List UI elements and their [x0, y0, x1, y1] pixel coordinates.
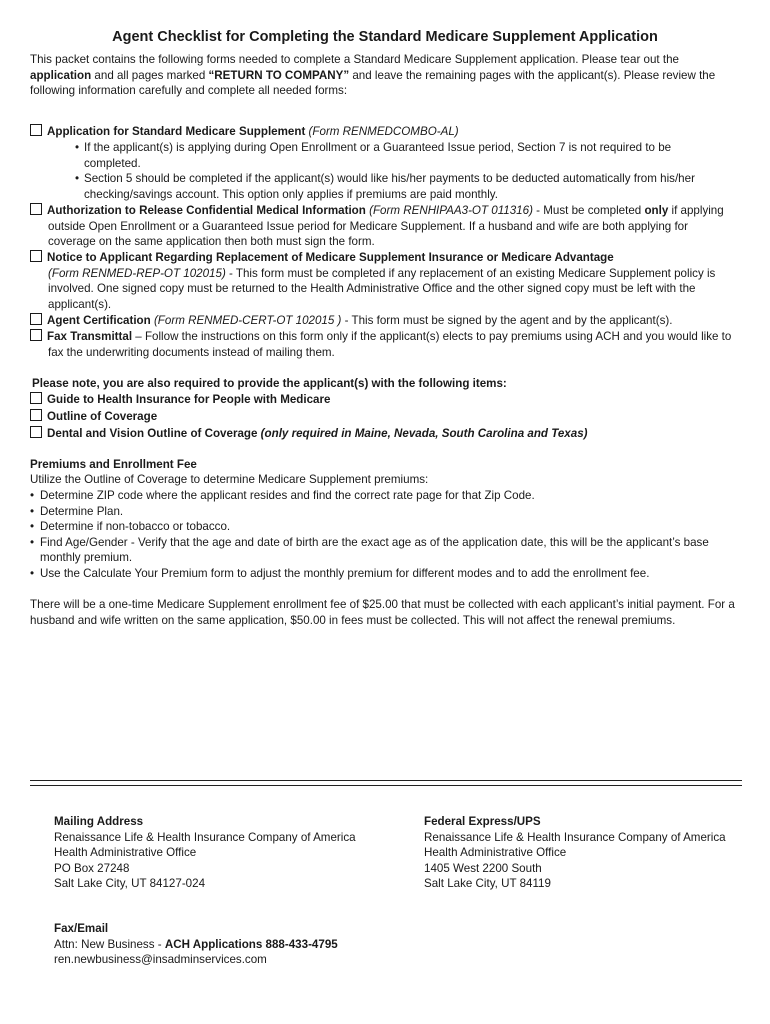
fedex-ups-heading: Federal Express/UPS [424, 815, 541, 828]
checkbox-fax-transmittal[interactable] [30, 329, 42, 341]
also-item-outline: Outline of Coverage [30, 409, 730, 425]
checkbox-guide[interactable] [30, 392, 42, 404]
list-item: • Use the Calculate Your Premium form to adjust the monthly premium for different modes and to add the enrollment fee. [30, 566, 650, 580]
page-title: Agent Checklist for Completing the Standard Medicare Supplement Application [112, 29, 658, 45]
address-line: Health Administrative Office [424, 846, 567, 860]
premiums-bullets [30, 488, 730, 582]
list-item: • Determine if non-tobacco or tobacco. [30, 520, 231, 534]
list-item: • If the applicant(s) is applying during Open Enrollment or a Guaranteed Issue period, Section 7 is not required to be completed. [75, 141, 672, 170]
fax-email-heading: Fax/Email [54, 922, 109, 935]
list-item: • Determine ZIP code where the applicant resides and find the correct rate page for that Zip Code. [30, 489, 535, 502]
mailing-address-block [54, 814, 394, 892]
checkbox-application[interactable] [30, 124, 42, 136]
premiums-lead: Utilize the Outline of Coverage to determine Medicare Supplement premiums: [30, 473, 429, 486]
checklist-item-notice: Notice to Applicant Regarding Replacement of Medicare Supplement Insurance or Medicare Advantage (Form RENMED-REP-OT 102015) - This form must be completed if any replacement of an existing Medicare Supplement policy is involved. One signed copy must be returned to the Health Administrative Office and the other signed copy must be left with the applicant(s). [30, 250, 720, 312]
list-item: • Determine Plan. [30, 504, 124, 518]
address-line: 1405 West 2200 South [424, 861, 542, 875]
address-line: Salt Lake City, UT 84127-024 [54, 877, 206, 891]
also-required-heading: Please note, you are also required to provide the applicant(s) with the following items: [32, 377, 507, 390]
fax-line: Attn: New Business - ACH Applications 888-433-4795 [54, 937, 338, 951]
also-item-dental-vision: Dental and Vision Outline of Coverage (only required in Maine, Nevada, South Carolina and Texas) [30, 426, 730, 442]
address-line: Salt Lake City, UT 84119 [424, 877, 551, 891]
address-line: Health Administrative Office [54, 846, 197, 860]
checklist-item-fax-transmittal: Fax Transmittal – Follow the instructions on this form only if the applicant(s) elects to pay premiums using ACH and you would like to fax the underwriting documents instead of mailing them. [30, 329, 740, 360]
address-line: Renaissance Life & Health Insurance Company of America [54, 830, 356, 844]
divider [30, 780, 742, 781]
mailing-address-heading: Mailing Address [54, 815, 144, 828]
fax-email-block [54, 921, 454, 968]
premiums-heading: Premiums and Enrollment Fee [30, 458, 197, 471]
email-link[interactable]: ren.newbusiness@insadminservices.com [54, 953, 267, 967]
intro-paragraph: This packet contains the following forms needed to complete a Standard Medicare Supplement application. Please tear out the application and all pages marked “RETURN TO COMPANY” and leave the remaining pages with the applicant(s). Please review the following information carefully and complete all needed forms: [30, 53, 716, 98]
fedex-ups-block [424, 814, 754, 892]
checkbox-agent-certification[interactable] [30, 313, 42, 325]
checklist-item-agent-certification: Agent Certification (Form RENMED-CERT-OT 102015 ) - This form must be signed by the agent and by the applicant(s). [30, 313, 736, 329]
address-line: PO Box 27248 [54, 861, 130, 875]
checkbox-outline[interactable] [30, 409, 42, 421]
checkbox-dental-vision[interactable] [30, 426, 42, 438]
also-item-guide: Guide to Health Insurance for People with Medicare [30, 392, 730, 408]
list-item: • Section 5 should be completed if the applicant(s) would like his/her payments to be deducted automatically from his/her checking/savings account. This option only applies if premiums are paid monthly. [75, 172, 695, 201]
address-line: Renaissance Life & Health Insurance Company of America [424, 830, 726, 844]
application-bullets [0, 140, 710, 202]
enrollment-fee-paragraph: There will be a one-time Medicare Supplement enrollment fee of $25.00 that must be collected with each applicant’s initial payment. For a husband and wife written on the same application, $50.00 in fees must be collected. This will not affect the renewal premiums. [30, 598, 735, 627]
list-item: • Find Age/Gender - Verify that the age and date of birth are the exact age as of the application date, this will be the applicant’s base monthly premium. [30, 535, 709, 565]
checklist-item-authorization: Authorization to Release Confidential Medical Information (Form RENHIPAA3-OT 011316) - Must be completed only if applying outside Open Enrollment or a Guaranteed Issue period for Medicare Supplement. If a husband and wife are both applying for coverage on the same application then both must sign the form. [30, 203, 736, 250]
checkbox-notice[interactable] [30, 250, 42, 262]
checklist-item-application: Application for Standard Medicare Supplement (Form RENMEDCOMBO-AL) [30, 124, 730, 140]
checkbox-authorization[interactable] [30, 203, 42, 215]
divider [30, 785, 742, 786]
